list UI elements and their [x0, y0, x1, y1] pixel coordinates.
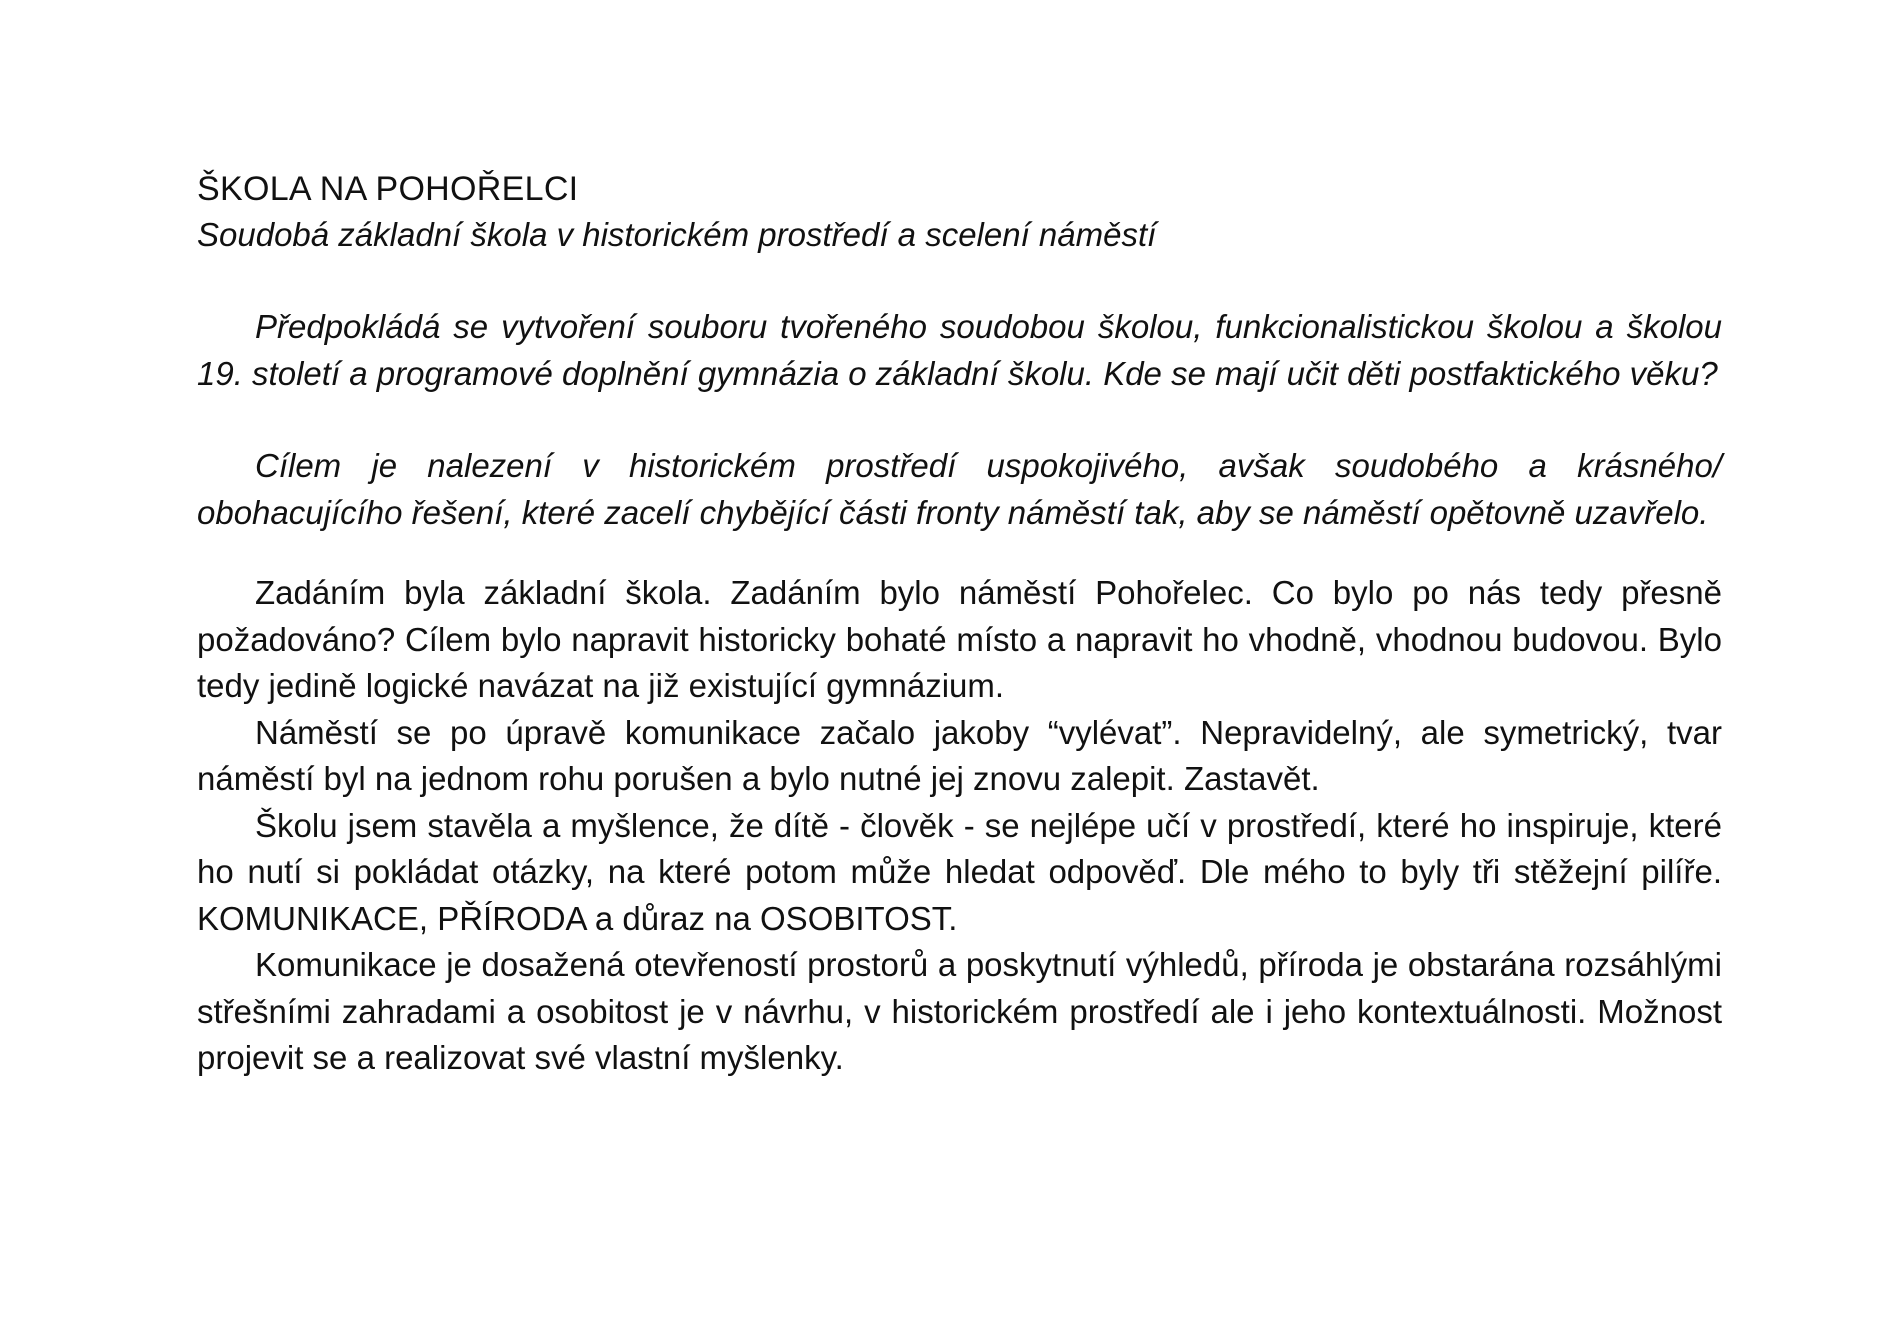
body-paragraph-1: Zadáním byla základní škola. Zadáním bylo náměstí Pohořelec. Co bylo po nás tedy přesně požadováno? Cílem bylo napravit historicky bohaté místo a napravit ho vhodně, vhodnou budovou. Bylo tedy jedině logické navázat na již existující gymnázium. [197, 574, 1722, 704]
document-title: ŠKOLA NA POHOŘELCI [197, 170, 579, 208]
document-page [197, 166, 1722, 1082]
body-paragraph-3: Školu jsem stavěla a myšlence, že dítě - člověk - se nejlépe učí v prostředí, které ho inspiruje, které ho nutí si pokládat otázky, na které potom může hledat odpověď. Dle mého to byly tři stěžejní pilíře. KOMUNIKACE, PŘÍRODA a důraz na OSOBITOST. [197, 806, 1722, 937]
body-paragraph-4: Komunikace je dosažená otevřeností prostorů a poskytnutí výhledů, příroda je obstarána rozsáhlými střešními zahradami a osobitost je v návrhu, v historickém prostředí ale i jeho kontextuálnosti. Možnost projevit se a realizovat své vlastní myšlenky. [197, 946, 1722, 1076]
body-paragraph-2: Náměstí se po úpravě komunikace začalo jakoby “vylévat”. Nepravidelný, ale symetrický, tvar náměstí byl na jednom rohu porušen a bylo nutné jej znovu zalepit. Zastavět. [197, 713, 1722, 797]
document-subtitle: Soudobá základní škola v historickém prostředí a scelení náměstí [197, 216, 1157, 253]
intro-paragraph-1: Předpokládá se vytvoření souboru tvořeného soudobou školou, funkcionalistickou školou a školou 19. století a programové doplnění gymnázia o základní školu. Kde se mají učit děti postfaktického věku? [197, 308, 1722, 392]
intro-paragraph-2: Cílem je nalezení v historickém prostředí uspokojivého, avšak soudobého a krásného/ obohacujícího řešení, které zacelí chybějící části fronty náměstí tak, aby se náměstí opětovně uzavřelo. [197, 447, 1722, 531]
